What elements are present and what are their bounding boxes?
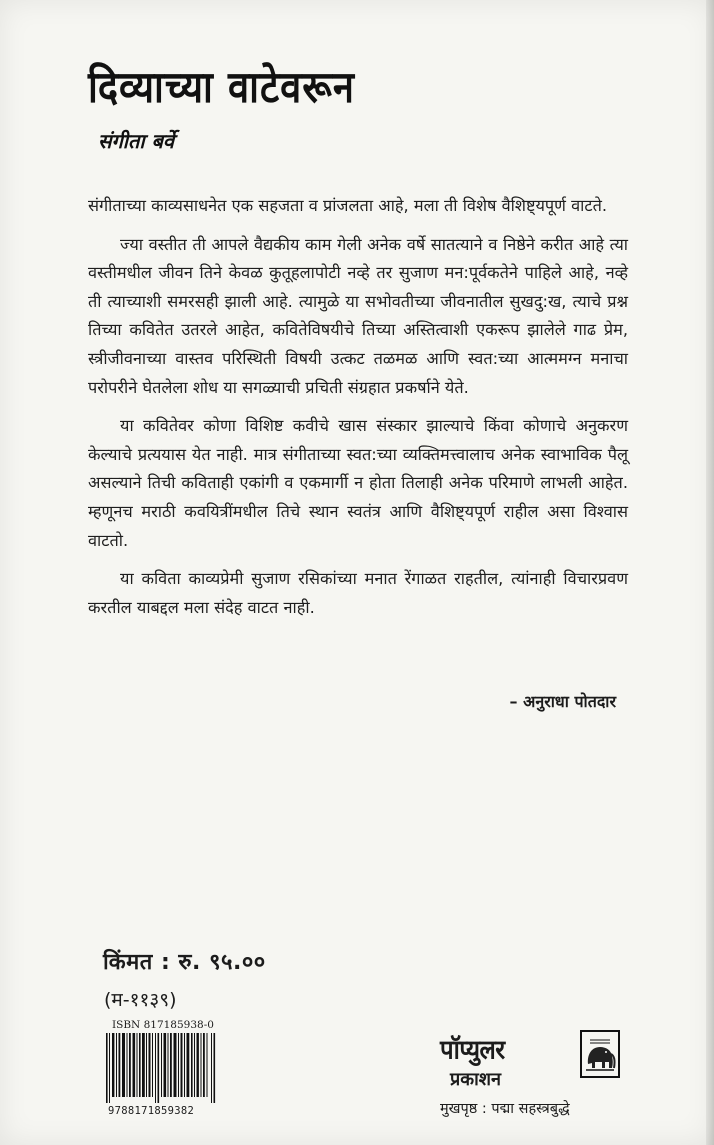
barcode-number: 9788171859382 bbox=[108, 1105, 195, 1117]
blurb-paragraph-2: ज्या वस्तीत ती आपले वैद्यकीय काम गेली अनेक वर्षे सातत्याने व निष्ठेने करीत आहे त्या वस्तीमधील जीवन तिने केवळ कुतूहलापोटी नव्हे तर सुजाण मन:पूर्वकतेने पाहिले आहे, नव्हे ती त्याच्याशी समरसही झाली आहे. त्यामुळे या सभोवतीच्या जीवनातील सुखदु:ख, त्याचे प्रश्न तिच्या कवितेत उतरले आहेत, कवितेविषयीचे तिच्या अस्तित्वाशी एकरूप झालेले गाढ प्रेम, स्त्रीजीवनाच्या वास्तव परिस्थिती विषयी उत्कट तळमळ आणि स्वत:च्या आत्ममग्न मनाचा परोपरीने घेतलेला शोध या सगळ्याची प्रचिती संग्रहात प्रकर्षाने येते. bbox=[88, 234, 628, 397]
publisher-name: पॉप्युलर bbox=[440, 1034, 505, 1066]
book-author: संगीता बर्वे bbox=[98, 129, 175, 153]
publisher-subtitle: प्रकाशन bbox=[450, 1069, 501, 1090]
blurb-signature: – अनुराधा पोतदार bbox=[509, 692, 616, 711]
blurb-paragraph-1: संगीताच्या काव्यसाधनेत एक सहजता व प्रांजलता आहे, मला ती विशेष वैशिष्ट्यपूर्ण वाटते. bbox=[88, 196, 608, 215]
isbn-label: ISBN 817185938-0 bbox=[112, 1019, 214, 1031]
elephant-icon bbox=[580, 1030, 620, 1078]
cover-credit: मुखपृष्ठ : पद्मा सहस्त्रबुद्धे bbox=[440, 1101, 570, 1117]
blurb-paragraph-3: या कवितेवर कोणा विशिष्ट कवीचे खास संस्कार झाल्याचे किंवा कोणाचे अनुकरण केल्याचे प्रत्ययास येत नाही. मात्र संगीताच्या स्वत:च्या व्यक्तिमत्त्वालाच अनेक स्वाभाविक पैलू असल्याने तिची कविताही एकांगी व एकमार्गी न होता तिलाही अनेक परिमाणे लाभली आहेत. म्हणूनच मराठी कवयित्रींमधील तिचे स्थान स्वतंत्र आणि वैशिष्ट्यपूर्ण राहील असा विश्वास वाटतो. bbox=[88, 416, 628, 550]
price: किंमत : रु. ९५.०० bbox=[103, 950, 266, 975]
spine-shadow bbox=[706, 0, 714, 1145]
barcode bbox=[106, 1033, 216, 1103]
blurb bbox=[88, 192, 628, 632]
catalog-code: (म-११३९) bbox=[104, 989, 177, 1011]
blurb-paragraph-4: या कविता काव्यप्रेमी सुजाण रसिकांच्या मनात रेंगाळत राहतील, त्यांनाही विचारप्रवण करतील याबद्दल मला संदेह वाटत नाही. bbox=[88, 569, 628, 617]
book-title: दिव्याच्या वाटेवरून bbox=[88, 60, 355, 113]
